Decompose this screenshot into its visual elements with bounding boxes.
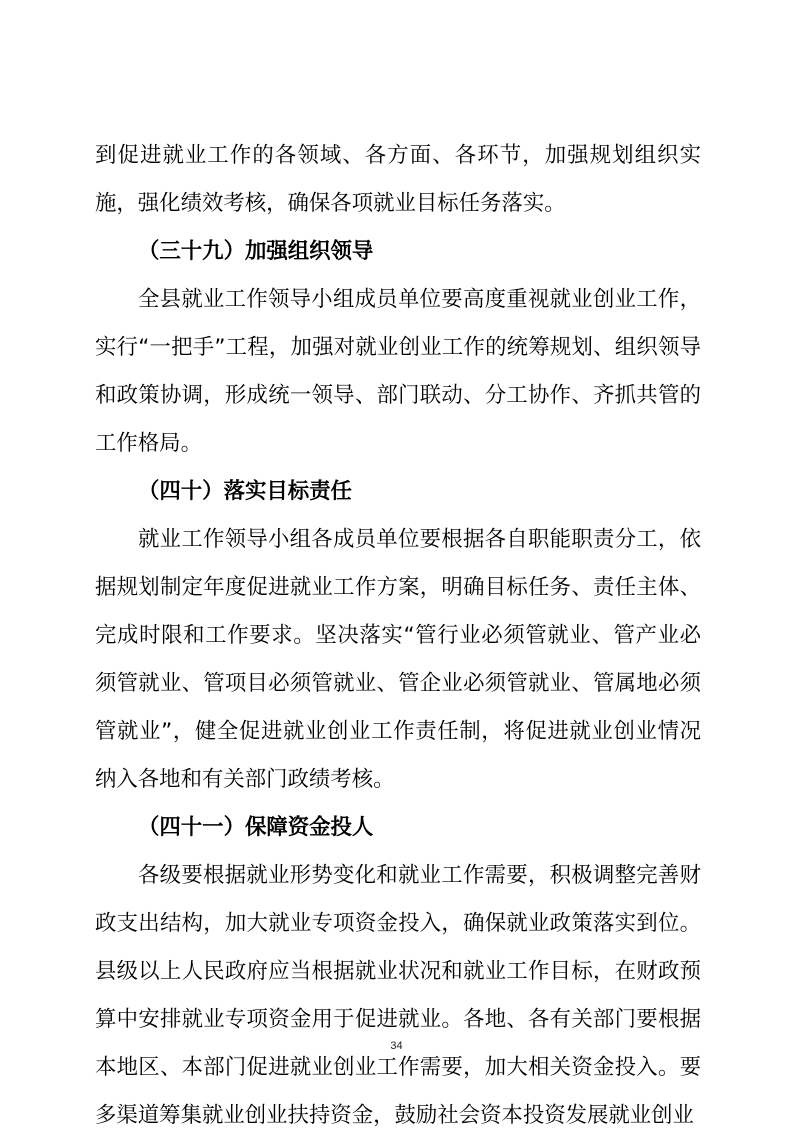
section-heading-41: （四十一）保障资金投人: [138, 815, 374, 840]
document-body: [95, 132, 701, 1140]
body-paragraph-responsibility: 就业工作领导小组各成员单位要根据各自职能职责分工，依据规划制定年度促进就业工作方案，明确目标任务、责任主体、完成时限和工作要求。坚决落实“管行业必须管就业、管产业必须管就业、管项目必须管就业、管企业必须管就业、管属地必须管就业”，健全促进就业创业工作责任制，将促进就业创业情况纳入各地和有关部门政绩考核。: [95, 527, 701, 792]
section-heading-40: （四十）落实目标责任: [138, 479, 352, 504]
section-heading-39: （三十九）加强组织领导: [138, 239, 374, 264]
body-paragraph-organization: 全县就业工作领导小组成员单位要高度重视就业创业工作，实行“一把手”工程，加强对就业创业工作的统筹规划、组织领导和政策协调，形成统一领导、部门联动、分工协作、齐抓共管的工作格局。: [95, 287, 701, 456]
body-paragraph-continued: 到促进就业工作的各领域、各方面、各环节，加强规划组织实施，强化绩效考核，确保各项就业目标任务落实。: [95, 143, 701, 216]
body-paragraph-funding: 各级要根据就业形势变化和就业工作需要，积极调整完善财政支出结构，加大就业专项资金投入，确保就业政策落实到位。县级以上人民政府应当根据就业状况和就业工作目标，在财政预算中安排就业专项资金用于促进就业。各地、各有关部门要根据本地区、本部门促进就业创业工作需要，加大相关资金投入。要多渠道筹集就业创业扶持资金，鼓励社会资本投资发展就业创业: [95, 863, 701, 1128]
page-number: 34: [390, 1040, 403, 1052]
